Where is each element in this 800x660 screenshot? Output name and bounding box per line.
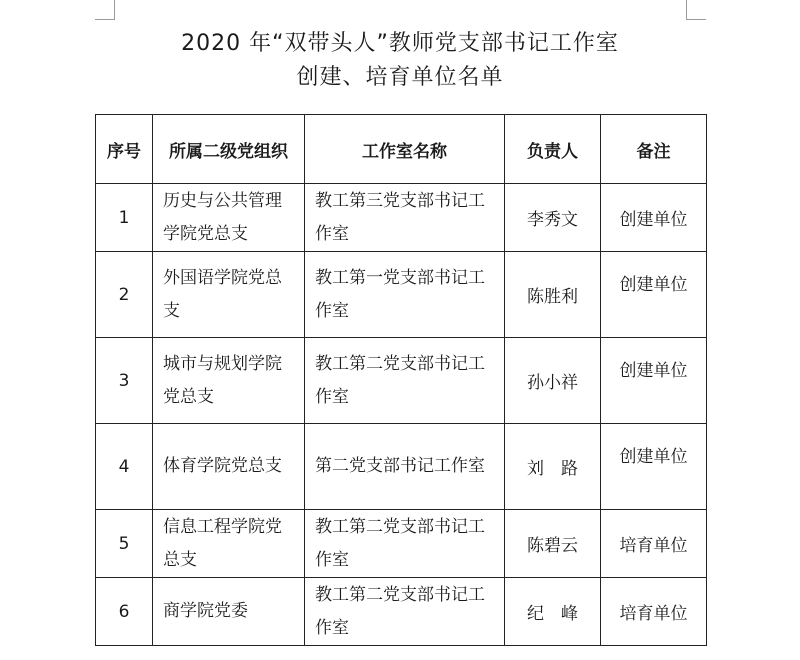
cell-studio-name: 教工第二党支部书记工作室 xyxy=(305,578,505,646)
cell-index: 5 xyxy=(96,510,153,578)
cell-leader: 刘 路 xyxy=(505,424,601,510)
cell-studio-name: 教工第二党支部书记工作室 xyxy=(305,338,505,424)
cell-organization: 信息工程学院党总支 xyxy=(153,510,305,578)
studio-list-table xyxy=(95,114,707,646)
cell-note: 创建单位 xyxy=(601,252,707,338)
cell-note: 培育单位 xyxy=(601,578,707,646)
table-row xyxy=(96,252,707,338)
cell-organization: 商学院党委 xyxy=(153,578,305,646)
table-row xyxy=(96,338,707,424)
cell-index: 4 xyxy=(96,424,153,510)
cell-leader: 陈胜利 xyxy=(505,252,601,338)
table-row xyxy=(96,184,707,252)
cell-note: 创建单位 xyxy=(601,424,707,510)
document-title-line2: 创建、培育单位名单 xyxy=(296,65,504,90)
cell-note: 创建单位 xyxy=(601,184,707,252)
cell-leader: 纪 峰 xyxy=(505,578,601,646)
header-leader: 负责人 xyxy=(505,115,601,184)
cell-organization: 历史与公共管理学院党总支 xyxy=(153,184,305,252)
crop-mark-right-vertical xyxy=(686,0,687,20)
cell-organization: 城市与规划学院党总支 xyxy=(153,338,305,424)
cell-studio-name: 教工第二党支部书记工作室 xyxy=(305,510,505,578)
crop-mark-left-vertical xyxy=(114,0,115,20)
table-row xyxy=(96,424,707,510)
cell-index: 3 xyxy=(96,338,153,424)
header-note: 备注 xyxy=(601,115,707,184)
cell-index: 6 xyxy=(96,578,153,646)
cell-note: 培育单位 xyxy=(601,510,707,578)
cell-organization: 体育学院党总支 xyxy=(153,424,305,510)
crop-mark-left-horizontal xyxy=(95,19,115,20)
cell-leader: 孙小祥 xyxy=(505,338,601,424)
cell-studio-name: 第二党支部书记工作室 xyxy=(305,424,505,510)
table-header-row xyxy=(96,115,707,184)
table-row xyxy=(96,578,707,646)
header-organization: 所属二级党组织 xyxy=(153,115,305,184)
cell-leader: 李秀文 xyxy=(505,184,601,252)
cell-organization: 外国语学院党总支 xyxy=(153,252,305,338)
cell-index: 1 xyxy=(96,184,153,252)
header-studio-name: 工作室名称 xyxy=(305,115,505,184)
crop-mark-right-horizontal xyxy=(686,19,706,20)
cell-studio-name: 教工第三党支部书记工作室 xyxy=(305,184,505,252)
document-title-line1: 2020 年“双带头人”教师党支部书记工作室 xyxy=(181,31,619,56)
table-row xyxy=(96,510,707,578)
cell-leader: 陈碧云 xyxy=(505,510,601,578)
cell-studio-name: 教工第一党支部书记工作室 xyxy=(305,252,505,338)
cell-index: 2 xyxy=(96,252,153,338)
header-index: 序号 xyxy=(96,115,153,184)
cell-note: 创建单位 xyxy=(601,338,707,424)
